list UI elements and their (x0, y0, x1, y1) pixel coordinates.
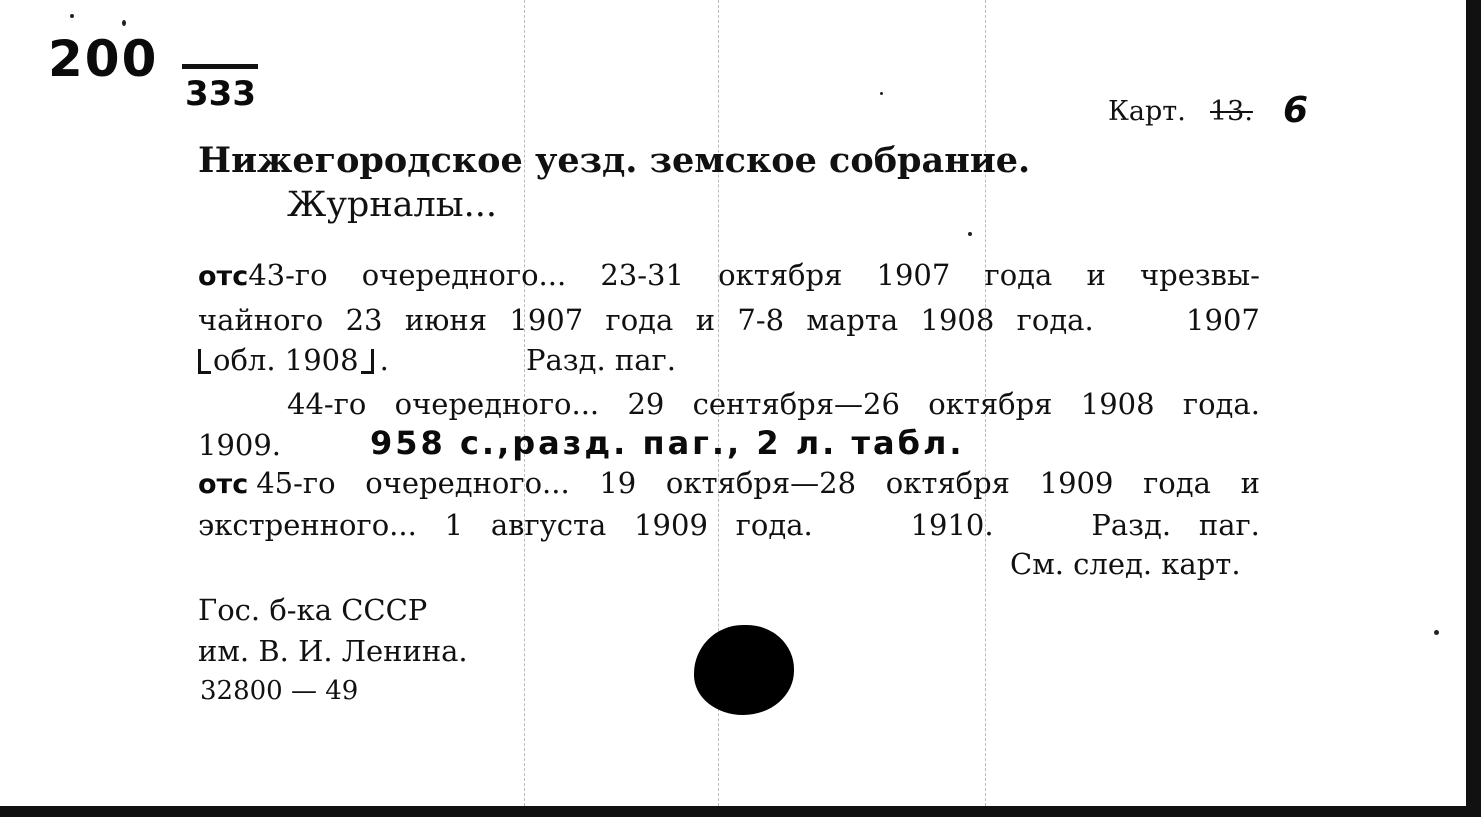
entry-word: 1907 (509, 303, 584, 337)
bracket-open (198, 349, 211, 374)
shelf-number-bottom: 333 (185, 74, 256, 114)
entry-word: очередного... (394, 387, 600, 421)
entry-word: 44-го (287, 387, 367, 421)
entry-word: октября (885, 466, 1010, 500)
entry-word: очередного... (365, 466, 570, 500)
ink-speck (1434, 630, 1439, 635)
entry-word: 1909 (634, 508, 708, 542)
entry-word: года (1143, 466, 1211, 500)
scan-edge-right (1466, 0, 1481, 817)
entry-word: 1910. (910, 508, 994, 542)
entry-1-line-1 (198, 258, 1260, 292)
entry-word: 1909 (1039, 466, 1114, 500)
entry-word: паг. (1198, 508, 1260, 542)
entry-word: года (605, 303, 674, 337)
entry-word: июня (404, 303, 488, 337)
entry-word: августа (490, 508, 607, 542)
entry-1-words (198, 258, 1260, 292)
entry-word: октября (718, 258, 843, 292)
entry-word: экстренного... (198, 508, 417, 542)
entry-word: 23 (345, 303, 383, 337)
entry-word: 1908 (920, 303, 995, 337)
entry-2-line-1 (287, 387, 1260, 421)
entry-word: чайного (198, 303, 324, 337)
scan-edge-bottom (0, 806, 1481, 817)
library-name-2: им. В. И. Ленина. (198, 634, 468, 668)
entry-word: 7-8 (737, 303, 785, 337)
library-name: Гос. б-ка СССР (198, 593, 428, 627)
entry-word: сентября—26 (692, 387, 900, 421)
entry-word: чрезвы- (1139, 258, 1260, 292)
entry-word: и (695, 303, 716, 337)
cover-date: обл. 1908 (213, 343, 359, 377)
ink-speck (122, 20, 126, 26)
entry-word: октября (928, 387, 1053, 421)
card-subheading: Журналы... (287, 185, 497, 225)
entry-word: года. (735, 508, 813, 542)
handwritten-mark: отс (198, 261, 249, 292)
entry-word: года. (1182, 387, 1260, 421)
entry-word: года (984, 258, 1053, 292)
bracket-close (361, 349, 374, 374)
entry-word: отс43-го (198, 258, 328, 292)
entry-word: 23-31 (600, 258, 684, 292)
ink-speck (70, 14, 74, 18)
entry-word: октября—28 (665, 466, 857, 500)
ink-speck (880, 92, 883, 95)
entry-2-handwritten-note: 958 с.,разд. паг., 2 л. табл. (370, 424, 965, 462)
print-run-number: 32800 — 49 (200, 676, 359, 706)
entry-1-pagination: Разд. паг. (526, 343, 676, 377)
entry-3-line-1 (198, 466, 1260, 500)
entry-word: и (1086, 258, 1106, 292)
card-old-number: 13. (1210, 96, 1253, 127)
card-heading: Нижегородское уезд. земское собрание. (198, 140, 1031, 181)
entry-word: и (1240, 466, 1260, 500)
entry-word: Разд. (1091, 508, 1172, 542)
card-label: Карт. (1108, 96, 1186, 127)
entry-word: очередного... (361, 258, 567, 292)
entry-word: 1907 (1186, 303, 1260, 337)
entry-word: 1908 (1080, 387, 1155, 421)
entry-word: 1907 (876, 258, 951, 292)
entry-word: года. (1016, 303, 1094, 337)
entry-word: марта (806, 303, 899, 337)
shelf-number-top: 200 (48, 30, 159, 88)
entry-word: 1 (444, 508, 464, 542)
shelf-number-divider (182, 64, 258, 69)
entry-3-line-2 (198, 508, 1260, 542)
entry-word: 19 (599, 466, 637, 500)
see-next-card: См. след. карт. (1010, 547, 1241, 581)
entry-2-year: 1909. (198, 428, 282, 462)
card-new-number: 6 (1283, 90, 1309, 131)
entry-1-line-2 (198, 303, 1260, 337)
ink-speck (968, 232, 972, 236)
handwritten-mark: отс (198, 469, 249, 500)
entry-word: отс 45-го (198, 466, 336, 500)
entry-word: 29 (627, 387, 665, 421)
entry-1-line-3: обл. 1908 . (198, 343, 389, 377)
punch-hole (694, 625, 794, 715)
